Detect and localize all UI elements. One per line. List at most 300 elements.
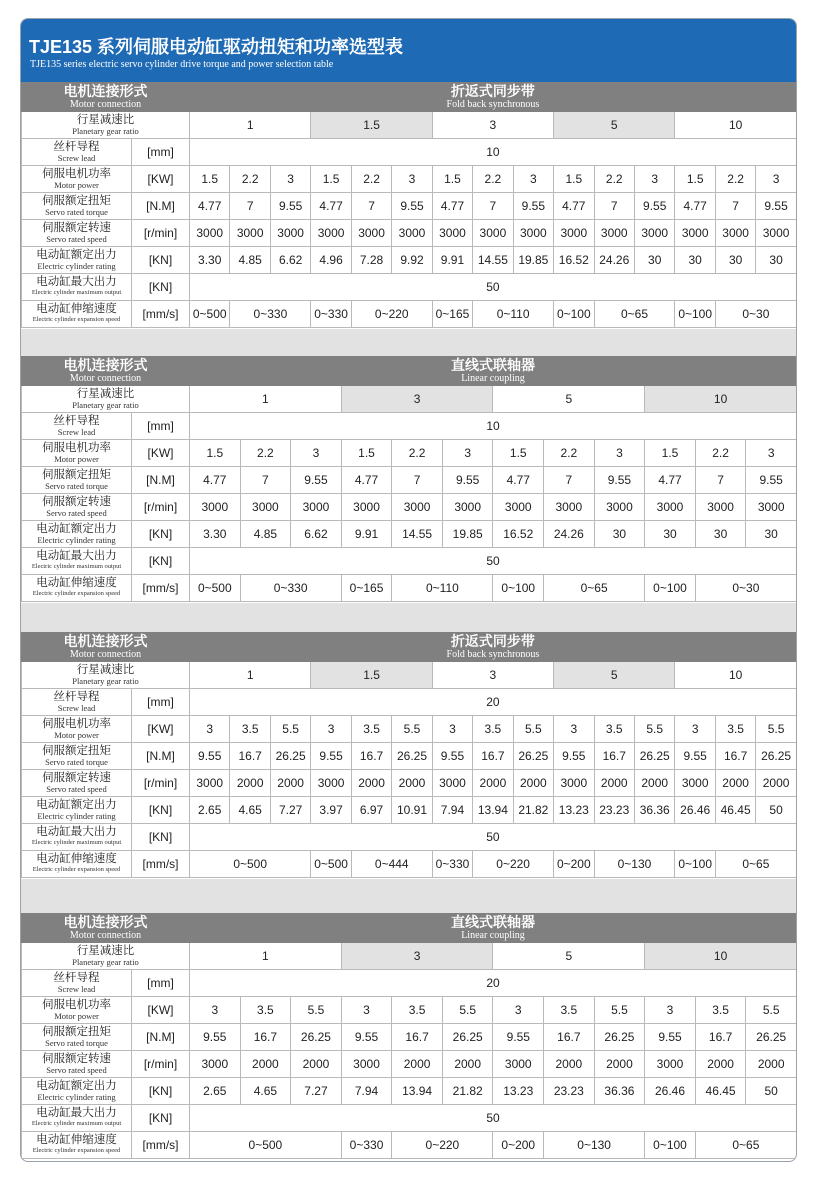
speed-unit: [r/min] [132,770,190,797]
exp-cell: 0~220 [473,851,554,878]
power-cell: 5.5 [291,997,342,1024]
force-cell: 2.65 [190,1078,241,1105]
exp-cell: 0~100 [554,301,594,328]
power-unit: [KW] [132,440,190,467]
torque-cell: 26.25 [594,1024,645,1051]
exp-unit: [mm/s] [132,301,190,328]
power-cell: 3 [432,716,472,743]
power-cell: 1.5 [554,166,594,193]
torque-cell: 26.25 [513,743,553,770]
torque-cell: 4.77 [311,193,351,220]
power-cell: 2.2 [544,440,595,467]
power-cell: 5.5 [513,716,553,743]
torque-label-en: Servo rated torque [45,481,108,491]
power-cell: 3.5 [240,997,291,1024]
torque-cell: 16.7 [240,1024,291,1051]
ratio-label-cn: 行星减速比 [76,388,135,400]
torque-cell: 26.25 [270,743,310,770]
speed-label [22,770,132,797]
speed-cell: 3000 [190,220,230,247]
maxforce-row [22,1105,797,1132]
exp-cell: 0~100 [645,1132,696,1159]
exp-cell: 0~100 [645,575,696,602]
power-cell: 3.5 [230,716,270,743]
force-cell: 3.97 [311,797,351,824]
torque-cell: 9.55 [311,743,351,770]
ratio-cell: 3 [341,386,493,413]
force-cell: 30 [675,247,715,274]
power-label-cn: 伺服电机功率 [42,168,111,180]
power-cell: 1.5 [311,166,351,193]
spec-table-3 [21,632,796,878]
exp-label-en: Electric cylinder expansion speed [32,866,121,873]
force-cell: 13.94 [392,1078,443,1105]
power-cell: 3 [756,166,796,193]
speed-label [22,494,132,521]
speed-cell: 3000 [230,220,270,247]
power-cell: 1.5 [190,440,241,467]
power-label-cn: 伺服电机功率 [42,999,111,1011]
speed-cell: 2000 [756,770,796,797]
connection-header [22,83,190,112]
torque-label-cn: 伺服额定扭矩 [42,195,111,207]
exp-cell: 0~65 [715,851,796,878]
speed-cell: 3000 [240,494,291,521]
ratio-label-en: Planetary gear ratio [72,126,139,136]
maxforce-label [22,274,132,301]
power-cell: 1.5 [645,440,696,467]
speed-cell: 3000 [190,770,230,797]
torque-cell: 9.55 [554,743,594,770]
torque-cell: 9.55 [513,193,553,220]
maxforce-label-en: Electric cylinder maximum output [31,289,122,296]
force-cell: 2.65 [190,797,230,824]
page-frame [20,18,797,1162]
maxforce-label-cn: 电动缸最大出力 [36,276,117,288]
torque-cell: 4.77 [675,193,715,220]
power-unit: [KW] [132,716,190,743]
speed-cell: 3000 [594,220,634,247]
power-unit: [KW] [132,166,190,193]
power-cell: 5.5 [392,716,432,743]
connection-type-en: Linear coupling [461,373,525,384]
connection-type-cn: 折返式同步带 [450,633,535,649]
torque-cell: 9.55 [645,1024,696,1051]
force-cell: 23.23 [544,1078,595,1105]
force-cell: 4.65 [240,1078,291,1105]
ratio-row [22,662,797,689]
force-cell: 26.46 [675,797,715,824]
connection-type [190,633,797,662]
force-unit: [KN] [132,1078,190,1105]
power-cell: 3.5 [473,716,513,743]
lead-label-cn: 丝杆导程 [53,415,100,427]
lead-unit: [mm] [132,970,190,997]
lead-label-en: Screw lead [57,703,96,713]
connection-header [22,633,190,662]
ratio-label-cn: 行星减速比 [76,664,135,676]
power-label [22,716,132,743]
lead-unit: [mm] [132,689,190,716]
power-cell: 5.5 [594,997,645,1024]
exp-label [22,301,132,328]
connection-label-cn: 电机连接形式 [63,633,148,649]
ratio-cell: 3 [432,112,553,139]
lead-label-cn: 丝杆导程 [53,141,100,153]
force-cell: 30 [594,521,645,548]
torque-cell: 16.7 [473,743,513,770]
exp-cell: 0~330 [311,301,351,328]
ratio-label-cn: 行星减速比 [76,945,135,957]
power-label-cn: 伺服电机功率 [42,442,111,454]
power-row [22,997,797,1024]
torque-cell: 4.77 [341,467,392,494]
torque-unit: [N.M] [132,193,190,220]
torque-cell: 9.55 [746,467,797,494]
exp-cell: 0~65 [695,1132,796,1159]
speed-cell: 2000 [240,1051,291,1078]
speed-cell: 2000 [695,1051,746,1078]
maxforce-unit: [KN] [132,824,190,851]
power-cell: 3.5 [594,716,634,743]
exp-label [22,1132,132,1159]
exp-label [22,851,132,878]
lead-label [22,413,132,440]
force-label-en: Electric cylinder rating [37,1092,116,1102]
exp-row [22,1132,797,1159]
exp-label-cn: 电动缸伸缩速度 [36,303,117,315]
lead-unit: [mm] [132,139,190,166]
speed-unit: [r/min] [132,1051,190,1078]
table-header-row [22,357,797,386]
force-row [22,1078,797,1105]
power-cell: 3.5 [715,716,755,743]
ratio-cell: 1 [190,662,311,689]
force-unit: [KN] [132,797,190,824]
force-cell: 9.92 [392,247,432,274]
power-cell: 3 [675,716,715,743]
speed-cell: 3000 [594,494,645,521]
exp-row [22,575,797,602]
maxforce-label-cn: 电动缸最大出力 [36,1107,117,1119]
ratio-cell: 5 [554,662,675,689]
force-cell: 7.27 [270,797,310,824]
lead-label [22,139,132,166]
power-row [22,716,797,743]
force-cell: 7.27 [291,1078,342,1105]
force-cell: 9.91 [341,521,392,548]
speed-cell: 3000 [392,494,443,521]
ratio-label-cn: 行星减速比 [76,114,135,126]
force-cell: 23.23 [594,797,634,824]
power-unit: [KW] [132,997,190,1024]
exp-label-en: Electric cylinder expansion speed [32,316,121,323]
spec-table-2 [21,356,796,602]
power-cell: 3 [746,440,797,467]
exp-cell: 0~100 [675,301,715,328]
torque-cell: 4.77 [493,467,544,494]
power-label-en: Motor power [54,454,99,464]
torque-cell: 4.77 [432,193,472,220]
torque-cell: 9.55 [291,467,342,494]
torque-cell: 9.55 [675,743,715,770]
power-cell: 2.2 [351,166,391,193]
power-cell: 1.5 [675,166,715,193]
lead-label-en: Screw lead [57,427,96,437]
maxforce-value: 50 [190,548,797,575]
torque-row [22,193,797,220]
connection-label-en: Motor connection [69,99,142,110]
exp-cell: 0~200 [493,1132,544,1159]
speed-cell: 3000 [675,770,715,797]
torque-cell: 9.55 [432,743,472,770]
torque-cell: 9.55 [341,1024,392,1051]
exp-cell: 0~65 [544,575,645,602]
torque-cell: 9.55 [756,193,796,220]
speed-cell: 3000 [554,770,594,797]
torque-label-cn: 伺服额定扭矩 [42,745,111,757]
torque-cell: 9.55 [594,467,645,494]
spec-table-1 [21,82,796,328]
speed-label [22,220,132,247]
force-row [22,797,797,824]
torque-cell: 16.7 [715,743,755,770]
exp-cell: 0~65 [594,301,675,328]
speed-cell: 3000 [432,220,472,247]
power-cell: 3.5 [544,997,595,1024]
torque-cell: 7 [230,193,270,220]
power-cell: 3.5 [392,997,443,1024]
spec-table [21,356,797,602]
connection-label-en: Motor connection [69,649,142,660]
force-cell: 6.62 [270,247,310,274]
torque-cell: 9.55 [270,193,310,220]
spec-table [21,82,797,328]
ratio-label [22,386,190,413]
torque-cell: 26.25 [756,743,796,770]
maxforce-value: 50 [190,1105,797,1132]
torque-label [22,1024,132,1051]
torque-row [22,743,797,770]
exp-cell: 0~330 [341,1132,392,1159]
force-cell: 6.62 [291,521,342,548]
ratio-label [22,943,190,970]
exp-cell: 0~100 [675,851,715,878]
speed-cell: 2000 [544,1051,595,1078]
power-cell: 5.5 [746,997,797,1024]
force-label-cn: 电动缸额定出力 [36,249,117,261]
power-cell: 3.5 [695,997,746,1024]
exp-cell: 0~200 [554,851,594,878]
speed-cell: 2000 [715,770,755,797]
torque-cell: 16.7 [695,1024,746,1051]
maxforce-label [22,548,132,575]
force-cell: 36.36 [594,1078,645,1105]
ratio-cell: 3 [432,662,553,689]
ratio-cell: 1 [190,112,311,139]
exp-cell: 0~110 [392,575,493,602]
speed-cell: 3000 [554,220,594,247]
connection-type-cn: 直线式联轴器 [451,357,535,373]
torque-cell: 7 [594,193,634,220]
speed-cell: 3000 [432,770,472,797]
torque-cell: 7 [392,467,443,494]
connection-type-en: Linear coupling [461,930,525,941]
exp-unit: [mm/s] [132,575,190,602]
lead-value: 20 [190,970,797,997]
force-cell: 14.55 [473,247,513,274]
speed-row [22,220,797,247]
speed-row [22,1051,797,1078]
speed-cell: 2000 [594,770,634,797]
power-cell: 1.5 [190,166,230,193]
force-label-en: Electric cylinder rating [37,811,116,821]
exp-cell: 0~30 [715,301,796,328]
power-cell: 3 [554,716,594,743]
speed-row [22,770,797,797]
force-cell: 13.23 [493,1078,544,1105]
maxforce-label-cn: 电动缸最大出力 [36,550,117,562]
force-cell: 3.30 [190,521,241,548]
spec-table [21,913,797,1159]
connection-type-en: Fold back synchronous [446,649,540,660]
torque-unit: [N.M] [132,743,190,770]
force-cell: 46.45 [695,1078,746,1105]
speed-cell: 3000 [756,220,796,247]
power-cell: 3.5 [351,716,391,743]
power-cell: 2.2 [392,440,443,467]
exp-cell: 0~330 [240,575,341,602]
speed-cell: 3000 [675,220,715,247]
lead-label-en: Screw lead [57,984,96,994]
force-cell: 21.82 [442,1078,493,1105]
force-cell: 26.46 [645,1078,696,1105]
torque-cell: 7 [240,467,291,494]
force-label [22,797,132,824]
torque-label-en: Servo rated torque [45,207,108,217]
title-banner [21,19,796,82]
speed-cell: 3000 [473,220,513,247]
force-row [22,247,797,274]
ratio-row [22,943,797,970]
exp-cell: 0~330 [230,301,311,328]
maxforce-label [22,1105,132,1132]
speed-cell: 2000 [291,1051,342,1078]
torque-label [22,743,132,770]
ratio-cell: 1 [190,386,342,413]
speed-cell: 3000 [513,220,553,247]
maxforce-label-cn: 电动缸最大出力 [36,826,117,838]
lead-label [22,970,132,997]
ratio-cell: 10 [645,386,797,413]
power-cell: 3 [442,440,493,467]
power-cell: 3 [392,166,432,193]
section-gap [21,329,796,356]
speed-cell: 3000 [311,770,351,797]
speed-cell: 3000 [634,220,674,247]
lead-label-cn: 丝杆导程 [53,972,100,984]
ratio-label-en: Planetary gear ratio [72,400,139,410]
speed-cell: 3000 [291,494,342,521]
ratio-cell: 5 [493,943,645,970]
speed-cell: 3000 [493,1051,544,1078]
force-cell: 50 [746,1078,797,1105]
speed-cell: 3000 [645,494,696,521]
speed-label-en: Servo rated speed [46,234,107,244]
torque-cell: 7 [695,467,746,494]
force-cell: 16.52 [554,247,594,274]
power-cell: 5.5 [442,997,493,1024]
force-cell: 10.91 [392,797,432,824]
exp-cell: 0~165 [341,575,392,602]
force-cell: 30 [695,521,746,548]
force-cell: 13.23 [554,797,594,824]
lead-value: 10 [190,413,797,440]
force-label [22,521,132,548]
exp-label-cn: 电动缸伸缩速度 [36,577,117,589]
force-cell: 7.94 [432,797,472,824]
force-label [22,1078,132,1105]
connection-label-cn: 电机连接形式 [63,83,148,99]
power-cell: 2.2 [473,166,513,193]
torque-cell: 4.77 [190,193,230,220]
lead-label-en: Screw lead [57,153,96,163]
torque-label-en: Servo rated torque [45,1038,108,1048]
power-label-cn: 伺服电机功率 [42,718,111,730]
exp-label-en: Electric cylinder expansion speed [32,590,121,597]
exp-row [22,301,797,328]
power-cell: 1.5 [432,166,472,193]
connection-label-en: Motor connection [69,930,142,941]
maxforce-unit: [KN] [132,274,190,301]
connection-label-en: Motor connection [69,373,142,384]
torque-cell: 26.25 [634,743,674,770]
torque-unit: [N.M] [132,467,190,494]
force-cell: 24.26 [594,247,634,274]
section-gap [21,603,796,632]
ratio-label [22,662,190,689]
exp-cell: 0~500 [190,301,230,328]
exp-cell: 0~220 [392,1132,493,1159]
ratio-label-en: Planetary gear ratio [72,676,139,686]
speed-cell: 3000 [351,220,391,247]
speed-row [22,494,797,521]
exp-cell: 0~30 [695,575,796,602]
force-label-en: Electric cylinder rating [37,535,116,545]
lead-value: 20 [190,689,797,716]
maxforce-unit: [KN] [132,1105,190,1132]
speed-cell: 3000 [493,494,544,521]
exp-cell: 0~500 [311,851,351,878]
power-cell: 2.2 [240,440,291,467]
power-cell: 3 [645,997,696,1024]
speed-cell: 2000 [473,770,513,797]
lead-label [22,689,132,716]
exp-cell: 0~220 [351,301,432,328]
connection-type [190,357,797,386]
speed-cell: 2000 [442,1051,493,1078]
force-cell: 6.97 [351,797,391,824]
power-cell: 5.5 [756,716,796,743]
connection-type [190,914,797,943]
ratio-cell: 1.5 [311,662,432,689]
exp-cell: 0~110 [473,301,554,328]
speed-unit: [r/min] [132,220,190,247]
power-cell: 5.5 [634,716,674,743]
speed-label [22,1051,132,1078]
speed-cell: 2000 [270,770,310,797]
ratio-label-en: Planetary gear ratio [72,957,139,967]
